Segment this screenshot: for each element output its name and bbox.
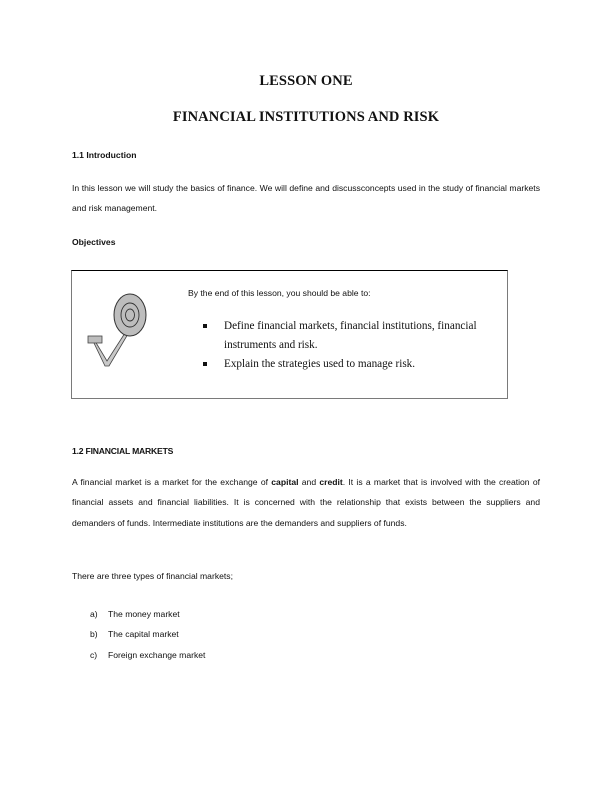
financial-markets-heading: 1.2 FINANCIAL MARKETS bbox=[72, 446, 174, 456]
list-marker: b) bbox=[90, 629, 98, 640]
bold-term-credit: credit bbox=[319, 477, 343, 487]
financial-markets-paragraph bbox=[72, 472, 540, 533]
list-marker: a) bbox=[90, 609, 98, 619]
bold-term-capital: capital bbox=[271, 477, 299, 487]
objectives-box bbox=[71, 270, 508, 399]
bullet-icon bbox=[203, 324, 207, 328]
objective-item bbox=[202, 355, 502, 374]
market-type-label: Foreign exchange market bbox=[108, 649, 206, 660]
bullet-icon bbox=[203, 362, 207, 366]
objectives-intro: By the end of this lesson, you should be able to: bbox=[188, 288, 371, 298]
objectives-heading: Objectives bbox=[72, 237, 116, 247]
paragraph-text: . It is a market that is involved with the creation of financial assets and financial liabilities. It is concerned with the relationship that exists between the suppliers and demanders of funds. Intermediate institutions are the demanders and suppliers of funds. bbox=[72, 477, 541, 528]
lesson-title: LESSON ONE bbox=[259, 73, 353, 89]
market-type-item bbox=[90, 645, 205, 665]
market-type-item bbox=[90, 604, 205, 624]
market-type-label: The money market bbox=[108, 609, 180, 619]
paragraph-text: and bbox=[298, 477, 320, 487]
market-types-intro: There are three types of financial markets; bbox=[72, 571, 233, 581]
objective-text: Explain the strategies used to manage risk. bbox=[224, 358, 416, 370]
target-icon bbox=[85, 287, 155, 367]
objective-item bbox=[202, 317, 502, 355]
introduction-paragraph: In this lesson we will study the basics of finance. We will define and discussconcepts used in the study of financial markets and risk management. bbox=[72, 183, 540, 214]
market-type-item bbox=[90, 624, 205, 644]
document-title: FINANCIAL INSTITUTIONS AND RISK bbox=[172, 109, 440, 125]
paragraph-text: A financial market is a market for the exchange of bbox=[72, 477, 272, 487]
introduction-heading: 1.1 Introduction bbox=[72, 150, 137, 160]
market-type-label: The capital market bbox=[108, 629, 179, 640]
market-types-list bbox=[90, 604, 205, 665]
objective-text: Define financial markets, financial institutions, financial instruments and risk. bbox=[224, 320, 477, 351]
objectives-list bbox=[202, 317, 502, 374]
list-marker: c) bbox=[90, 649, 98, 660]
